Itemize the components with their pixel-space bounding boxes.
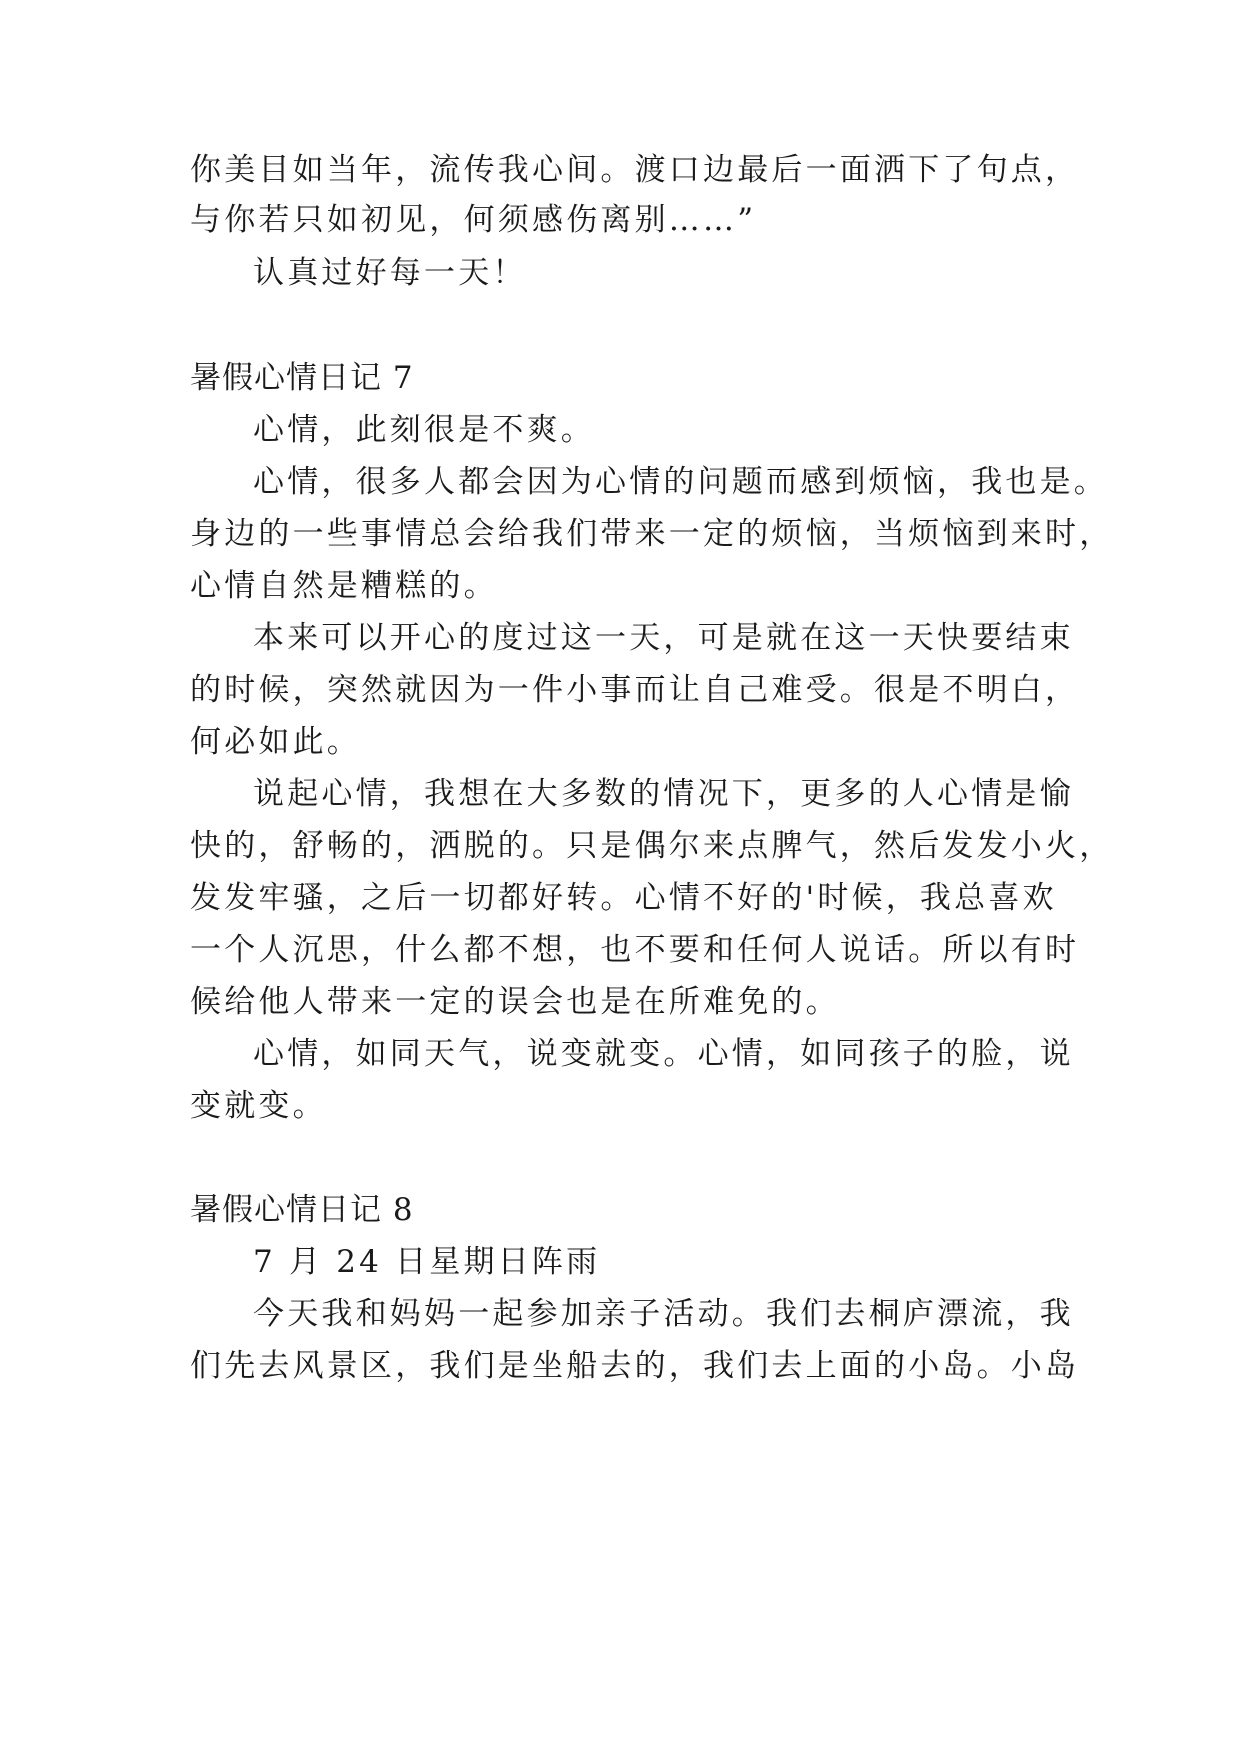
paragraph-line: 说起心情，我想在大多数的情况下，更多的人心情是愉 [253, 776, 1074, 812]
paragraph-line: 与你若只如初见，何须感伤离别……” [190, 202, 757, 238]
paragraph-line: 变就变。 [190, 1088, 327, 1124]
paragraph-line: 身边的一些事情总会给我们带来一定的烦恼，当烦恼到来时， [190, 516, 1114, 552]
paragraph-line: 认真过好每一天！ [253, 255, 527, 291]
section-heading: 暑假心情日记 7 [190, 360, 414, 396]
paragraph-line: 心情，此刻很是不爽。 [253, 412, 595, 448]
paragraph-line: 发发牢骚，之后一切都好转。心情不好的'时候，我总喜欢 [190, 880, 1057, 916]
paragraph-line: 快的，舒畅的，洒脱的。只是偶尔来点脾气，然后发发小火， [190, 828, 1114, 864]
paragraph-line: 的时候，突然就因为一件小事而让自己难受。很是不明白， [190, 672, 1080, 708]
paragraph-line: 心情，如同天气，说变就变。心情，如同孩子的脸，说 [253, 1036, 1074, 1072]
paragraph-line: 何必如此。 [190, 724, 361, 760]
paragraph-line: 你美目如当年，流传我心间。渡口边最后一面洒下了句点， [190, 152, 1080, 188]
paragraph-line: 今天我和妈妈一起参加亲子活动。我们去桐庐漂流，我 [253, 1296, 1074, 1332]
section-heading: 暑假心情日记 8 [190, 1192, 414, 1228]
paragraph-line: 心情自然是糟糕的。 [190, 568, 498, 604]
paragraph-line: 心情，很多人都会因为心情的问题而感到烦恼，我也是。 [253, 464, 1108, 500]
paragraph-line: 本来可以开心的度过这一天，可是就在这一天快要结束 [253, 620, 1074, 656]
paragraph-line: 们先去风景区，我们是坐船去的，我们去上面的小岛。小岛 [190, 1348, 1080, 1384]
paragraph-line: 一个人沉思，什么都不想，也不要和任何人说话。所以有时 [190, 932, 1080, 968]
paragraph-line: 候给他人带来一定的误会也是在所难免的。 [190, 984, 840, 1020]
paragraph-line: 7 月 24 日星期日阵雨 [253, 1244, 601, 1280]
